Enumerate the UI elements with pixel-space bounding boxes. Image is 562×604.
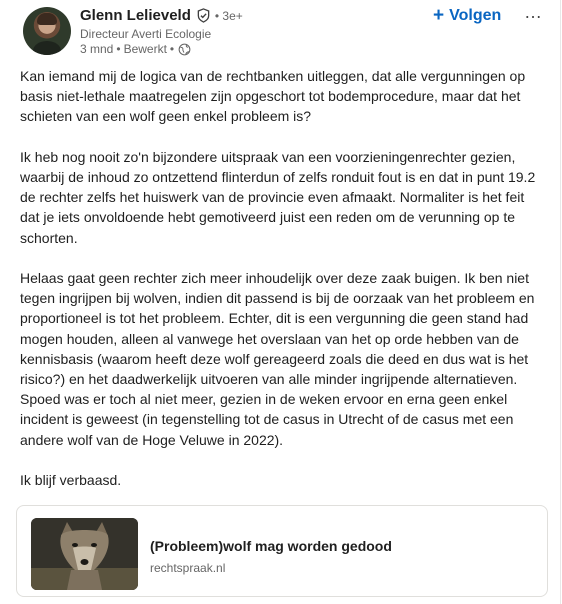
- meta-separator-2: •: [169, 42, 175, 56]
- avatar[interactable]: [23, 7, 71, 55]
- verified-badge-icon: [196, 8, 211, 23]
- follow-label: Volgen: [449, 6, 502, 24]
- post-body: [20, 66, 544, 490]
- post-time: 3 mnd: [80, 42, 114, 56]
- post-meta: [80, 42, 191, 56]
- connection-degree: • 3e+: [214, 8, 243, 23]
- post-paragraph: Ik blijf verbaasd.: [20, 472, 122, 489]
- link-preview-card[interactable]: [16, 505, 548, 597]
- author-name[interactable]: Glenn Lelieveld: [80, 7, 191, 24]
- link-preview-source: rechtspraak.nl: [150, 561, 226, 575]
- post-paragraph: Ik heb nog nooit zo'n bijzondere uitspraak van een voorzieningenrechter gezien, waarbij de inhoud zo ontzettend flinterdun of zelfs ronduit fout is en dat in punt 19.2 de rechter zelfs het huiswerk van de provincie even afmaakt. Normaliter is het feit dat je iets onvoldoende hebt gemotiveerd juist een reden om de verunning op te schorten.: [20, 148, 536, 246]
- edited-label: Bewerkt: [123, 42, 167, 56]
- follow-button[interactable]: [433, 6, 501, 25]
- wolf-thumbnail: [31, 518, 138, 590]
- post-paragraph: Helaas gaat geen rechter zich meer inhoudelijk over deze zaak buigen. Ik ben niet tegen ingrijpen bij wolven, indien dit passend is bij de oorzaak van het probleem en proportioneel is tot het probleem. Echter, dit is een vergunning die geen stand had mogen houden, alleen al vanwege het overslaan van het op orde hebben van de kennisbasis (waarom heeft deze wolf gereageerd zoals die deed en dus wat is het risico?) en het daadwerkelijk uitvoeren van alle minder ingrijpende alternatieven. Spoed was er toch al niet meer, gezien in de weken ervoor en erna geen enkel incident is geweest (in tegenstelling tot de casus in Utrecht of de casus met een andere wolf van de Hoge Veluwe in 2022).: [20, 270, 535, 448]
- link-preview-title: (Probleem)wolf mag worden gedood: [150, 538, 392, 554]
- plus-icon: +: [433, 5, 445, 26]
- post-paragraph: Kan iemand mij de logica van de rechtbanken uitleggen, dat alle vergunningen op basis niet-lethale maatregelen zijn opgeschort tot bodemprocedure, maar dat het schieten van een wolf geen enkel probleem is?: [20, 68, 526, 125]
- globe-icon: [178, 43, 191, 56]
- more-options-button[interactable]: …: [524, 2, 543, 22]
- meta-separator: •: [116, 42, 121, 56]
- author-headline: Directeur Averti Ecologie: [80, 27, 212, 41]
- author-name-row: [80, 7, 243, 24]
